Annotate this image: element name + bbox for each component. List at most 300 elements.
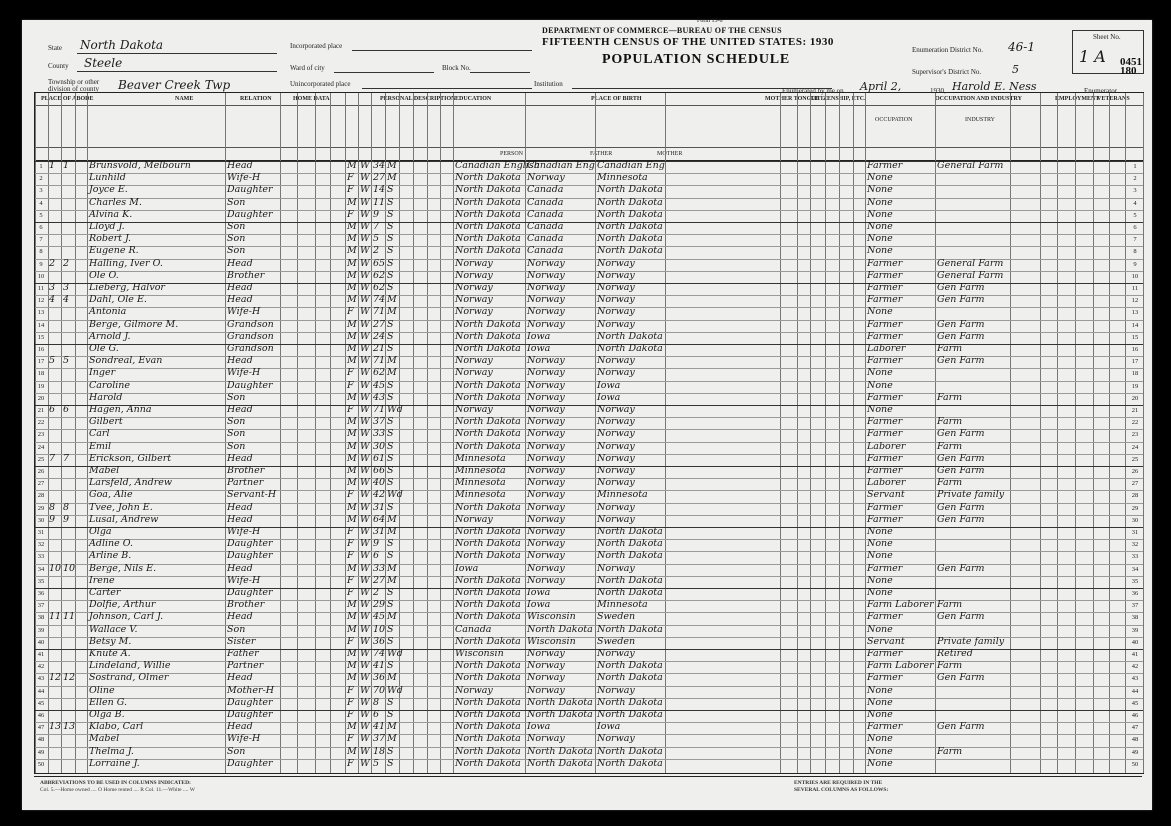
cell-occ: None — [867, 306, 893, 318]
line-number: 4 — [39, 199, 43, 207]
cell-rel: Daughter — [227, 696, 273, 708]
cell-fbp: Norway — [527, 440, 565, 452]
cell-dw: 1 — [49, 160, 56, 171]
cell-name: Wallace V. — [89, 623, 138, 635]
cell-occ: Farmer — [867, 391, 903, 403]
column-rule — [297, 93, 298, 773]
cell-mbp: North Dakota — [597, 184, 663, 196]
cell-sex: F — [347, 733, 354, 745]
cell-occ: None — [867, 404, 893, 415]
cell-name: Lieberg, Halvor — [89, 282, 165, 293]
cell-mbp: Norway — [597, 440, 635, 452]
cell-fam: 10 — [63, 562, 76, 574]
cell-dw: 4 — [49, 294, 56, 306]
line-number: 26 — [1131, 468, 1139, 475]
cell-name: Erickson, Gilbert — [89, 452, 172, 464]
line-number: 27 — [37, 480, 45, 488]
cell-ms: S — [387, 440, 394, 452]
cell-fbp: Iowa — [527, 599, 551, 611]
cell-sex: M — [347, 672, 357, 684]
cell-ms: S — [387, 416, 394, 428]
cell-ms: M — [387, 306, 397, 318]
cell-ms: S — [387, 282, 394, 293]
cell-dw: 9 — [49, 513, 56, 525]
cell-age: 7 — [373, 221, 380, 232]
line-number: 20 — [37, 394, 45, 402]
cell-ms: Wd — [387, 684, 403, 696]
cell-fam: 9 — [63, 513, 70, 525]
line-number: 19 — [1131, 382, 1139, 390]
cell-name: Lloyd J. — [89, 221, 125, 232]
cell-ms: S — [387, 745, 394, 757]
cell-race: W — [360, 623, 370, 635]
cell-dw: 12 — [49, 672, 62, 684]
cell-mbp: North Dakota — [597, 696, 663, 708]
cell-sex: M — [347, 196, 357, 208]
cell-occ: Farmer — [867, 465, 903, 476]
cell-rel: Daughter — [227, 550, 273, 562]
cell-occ: Laborer — [867, 477, 906, 489]
cell-fbp: Norway — [527, 538, 565, 550]
cell-occ: Farmer — [867, 416, 903, 428]
cell-rel: Daughter — [227, 379, 273, 391]
cell-bp: Norway — [455, 355, 493, 367]
cell-bp: North Dakota — [455, 587, 521, 598]
cell-ms: M — [387, 574, 397, 586]
cell-ind: Gen Farm — [937, 465, 985, 476]
column-rule — [1075, 93, 1076, 773]
cell-race: W — [360, 404, 370, 415]
cell-mbp: North Dakota — [597, 550, 663, 562]
line-number: 31 — [1131, 529, 1139, 536]
cell-sex: M — [347, 477, 357, 489]
cell-name: Carl — [89, 428, 110, 440]
line-number: 17 — [1131, 358, 1139, 366]
column-rule — [330, 93, 331, 773]
cell-sex: F — [347, 526, 354, 537]
line-number: 28 — [1131, 492, 1139, 500]
cell-sex: M — [347, 160, 357, 171]
cell-bp: North Dakota — [455, 221, 521, 232]
cell-bp: North Dakota — [455, 343, 521, 354]
cell-ms: S — [387, 318, 394, 330]
cell-sex: F — [347, 635, 354, 647]
cell-ms: M — [387, 721, 397, 733]
cell-bp: North Dakota — [455, 245, 521, 257]
cell-sex: F — [347, 684, 354, 696]
cell-race: W — [360, 343, 370, 354]
line-number: 8 — [39, 248, 43, 256]
column-rule — [525, 93, 526, 773]
column-rule — [810, 93, 811, 773]
cell-sex: M — [347, 245, 357, 257]
line-number: 39 — [37, 626, 45, 634]
sheet-no-label: Sheet No. — [1093, 33, 1121, 41]
cell-rel: Partner — [227, 477, 264, 489]
cell-sex: F — [347, 489, 354, 501]
cell-mbp: North Dakota — [597, 672, 663, 684]
cell-occ: Farmer — [867, 355, 903, 367]
column-rule — [797, 93, 798, 773]
mother-tongue-head: MOTHER TONGUE — [765, 96, 820, 102]
column-rule — [371, 93, 372, 773]
cell-bp: Canadian English — [455, 160, 540, 171]
line-number: 2 — [39, 175, 43, 183]
cell-race: W — [360, 526, 370, 537]
line-number: 32 — [37, 541, 45, 549]
cell-bp: North Dakota — [455, 440, 521, 452]
line-number: 34 — [1131, 565, 1139, 573]
column-rule — [839, 93, 840, 773]
line-number: 3 — [39, 187, 43, 195]
cell-mbp: Norway — [597, 306, 635, 318]
ward-label: Ward of city — [290, 64, 325, 72]
county-value: Steele — [84, 56, 123, 70]
cell-name: Olga B. — [89, 709, 125, 720]
cell-fbp: Norway — [527, 269, 565, 281]
cell-age: 65 — [373, 257, 386, 269]
cell-name: Oline — [89, 684, 115, 696]
cell-sex: F — [347, 757, 354, 769]
cell-occ: Farmer — [867, 562, 903, 574]
cell-name: Arline B. — [89, 550, 132, 562]
cell-mbp: North Dakota — [597, 196, 663, 208]
column-rule — [87, 93, 88, 773]
enumeration-district-value: 46-1 — [1008, 40, 1035, 54]
cell-ms: M — [387, 160, 397, 171]
cell-age: 62 — [373, 269, 386, 281]
cell-ms: M — [387, 367, 397, 379]
cell-name: Adline O. — [89, 538, 134, 550]
census-title: FIFTEENTH CENSUS OF THE UNITED STATES: 1930 — [542, 36, 834, 48]
cell-bp: North Dakota — [455, 745, 521, 757]
line-number: 26 — [37, 468, 45, 475]
cell-race: W — [360, 391, 370, 403]
cell-rel: Wife-H — [227, 306, 261, 318]
cell-rel: Daughter — [227, 587, 273, 598]
line-number: 45 — [37, 699, 45, 707]
cell-bp: Minnesota — [455, 452, 506, 464]
cell-ind: Gen Farm — [937, 294, 985, 306]
cell-ms: S — [387, 709, 394, 720]
incorporated-label: Incorporated place — [290, 42, 343, 50]
line-number: 44 — [1131, 687, 1139, 695]
cell-name: Robert J. — [89, 233, 132, 245]
cell-dw: 6 — [49, 404, 56, 415]
cell-ms: S — [387, 452, 394, 464]
column-rule — [595, 93, 596, 773]
cell-bp: North Dakota — [455, 696, 521, 708]
cell-ind: Private family — [937, 635, 1005, 647]
cell-occ: None — [867, 757, 893, 769]
cell-name: Arnold J. — [89, 330, 131, 342]
cell-rel: Head — [227, 257, 253, 269]
column-rule — [1125, 93, 1126, 773]
cell-mbp: Norway — [597, 416, 635, 428]
cell-occ: None — [867, 684, 893, 696]
line-number: 36 — [1131, 590, 1139, 597]
cell-occ: None — [867, 538, 893, 550]
line-number: 37 — [1131, 602, 1139, 610]
cell-fbp: Norway — [527, 648, 565, 659]
cell-sex: F — [347, 587, 354, 598]
cell-fam: 11 — [63, 611, 76, 623]
cell-sex: M — [347, 355, 357, 367]
cell-race: W — [360, 367, 370, 379]
cell-name: Knute A. — [89, 648, 131, 659]
cell-age: 43 — [373, 391, 386, 403]
cell-rel: Head — [227, 611, 253, 623]
cell-age: 21 — [373, 343, 386, 354]
cell-name: Mabel — [89, 465, 120, 476]
cell-bp: Norway — [455, 367, 493, 379]
cell-race: W — [360, 648, 370, 659]
cell-bp: North Dakota — [455, 757, 521, 769]
cell-mbp: Minnesota — [597, 489, 648, 501]
cell-fbp: Norway — [527, 526, 565, 537]
cell-bp: North Dakota — [455, 709, 521, 720]
cell-rel: Son — [227, 623, 246, 635]
cell-bp: Norway — [455, 404, 493, 415]
cell-fbp: North Dakota — [527, 696, 593, 708]
cell-rel: Wife-H — [227, 367, 261, 379]
cell-age: 27 — [373, 318, 386, 330]
cell-ms: S — [387, 330, 394, 342]
entries-title-2: SEVERAL COLUMNS AS FOLLOWS: — [794, 787, 889, 793]
cell-occ: Farmer — [867, 282, 903, 293]
line-number: 47 — [37, 724, 45, 732]
cell-ind: Farm — [937, 745, 963, 757]
cell-mbp: Norway — [597, 428, 635, 440]
cell-name: Charles M. — [89, 196, 142, 208]
column-rule — [853, 93, 854, 773]
cell-occ: Farmer — [867, 501, 903, 513]
cell-sex: M — [347, 611, 357, 623]
cell-fbp: Norway — [527, 172, 565, 184]
cell-rel: Head — [227, 452, 253, 464]
line-number: 35 — [37, 577, 45, 585]
line-number: 18 — [37, 370, 45, 378]
cell-occ: None — [867, 233, 893, 245]
cell-fbp: Norway — [527, 733, 565, 745]
line-number: 9 — [39, 260, 43, 268]
cell-rel: Head — [227, 282, 253, 293]
abbrev-note: Col. 5.—Home owned .... O Home rented .... R Col. 11.—White .... W — [40, 787, 195, 793]
cell-sex: M — [347, 294, 357, 306]
cell-sex: M — [347, 721, 357, 733]
father-subhead: FATHER — [590, 151, 613, 157]
cell-occ: Farm Laborer — [867, 660, 934, 672]
cell-mbp: North Dakota — [597, 245, 663, 257]
cell-age: 5 — [373, 233, 380, 245]
cell-bp: North Dakota — [455, 428, 521, 440]
cell-ind: Farm — [937, 599, 963, 611]
cell-rel: Wife-H — [227, 526, 261, 537]
cell-age: 2 — [373, 587, 380, 598]
cell-fbp: Canadian Eng — [527, 160, 595, 171]
cell-name: Harold — [89, 391, 123, 403]
cell-fam: 3 — [63, 282, 70, 293]
cell-rel: Grandson — [227, 318, 274, 330]
line-number: 35 — [1131, 577, 1139, 585]
cell-name: Lindeland, Willie — [89, 660, 171, 672]
column-rule — [48, 93, 49, 773]
cell-age: 71 — [373, 404, 386, 415]
cell-name: Sostrand, Olmer — [89, 672, 169, 684]
cell-race: W — [360, 221, 370, 232]
cell-age: 27 — [373, 574, 386, 586]
cell-occ: None — [867, 574, 893, 586]
cell-fbp: Norway — [527, 367, 565, 379]
cell-occ: Laborer — [867, 440, 906, 452]
cell-fam: 8 — [63, 501, 70, 513]
enumerator-name: Harold E. Ness — [952, 80, 1037, 93]
cell-name: Gilbert — [89, 416, 123, 428]
cell-occ: None — [867, 709, 893, 720]
line-number: 30 — [37, 516, 45, 524]
line-number: 25 — [1131, 455, 1139, 463]
cell-rel: Servant-H — [227, 489, 277, 501]
form-number: Form 15-6 — [697, 18, 723, 24]
cell-name: Ole O. — [89, 269, 119, 281]
cell-mbp: Norway — [597, 501, 635, 513]
line-number: 48 — [1131, 736, 1139, 744]
cell-ind: Farm — [937, 343, 963, 354]
line-number: 22 — [37, 419, 45, 427]
line-number: 17 — [37, 358, 45, 366]
cell-age: 40 — [373, 477, 386, 489]
cell-ind: Farm — [937, 416, 963, 428]
cell-name: Berge, Nils E. — [89, 562, 157, 574]
cell-race: W — [360, 269, 370, 281]
cell-race: W — [360, 672, 370, 684]
line-number: 16 — [37, 346, 45, 353]
cell-occ: Farmer — [867, 513, 903, 525]
cell-dw: 8 — [49, 501, 56, 513]
cell-age: 6 — [373, 550, 380, 562]
cell-race: W — [360, 184, 370, 196]
enumerated-date: April 2, — [860, 80, 902, 93]
column-rule — [61, 93, 62, 773]
cell-mbp: North Dakota — [597, 709, 663, 720]
line-number: 10 — [1131, 272, 1139, 280]
column-rule — [75, 93, 76, 773]
column-rule — [385, 93, 386, 773]
cell-race: W — [360, 318, 370, 330]
cell-mbp: North Dakota — [597, 330, 663, 342]
cell-ms: Wd — [387, 404, 403, 415]
relation-head: RELATION — [240, 96, 272, 102]
cell-bp: Minnesota — [455, 465, 506, 476]
cell-fbp: Wisconsin — [527, 611, 576, 623]
line-number: 4 — [1133, 199, 1137, 207]
line-number: 8 — [1133, 248, 1137, 256]
cell-mbp: Norway — [597, 465, 635, 476]
cell-name: Halling, Iver O. — [89, 257, 163, 269]
cell-name: Inger — [89, 367, 116, 379]
person-subhead: PERSON — [500, 151, 524, 157]
cell-rel: Head — [227, 672, 253, 684]
line-number: 34 — [37, 565, 45, 573]
cell-occ: None — [867, 526, 893, 537]
cell-occ: None — [867, 379, 893, 391]
cell-name: Joyce E. — [89, 184, 128, 196]
cell-race: W — [360, 696, 370, 708]
cell-ms: S — [387, 208, 394, 220]
cell-ms: S — [387, 233, 394, 245]
cell-name: Dolfie, Arthur — [89, 599, 156, 611]
cell-occ: None — [867, 587, 893, 598]
line-number: 46 — [37, 712, 45, 719]
cell-race: W — [360, 611, 370, 623]
cell-bp: Canada — [455, 623, 492, 635]
line-number: 37 — [37, 602, 45, 610]
enumerated-year: 1930, — [930, 87, 946, 95]
cell-rel: Wife-H — [227, 172, 261, 184]
cell-ms: S — [387, 623, 394, 635]
township-label: Township or other — [48, 78, 100, 86]
cell-age: 24 — [373, 330, 386, 342]
cell-occ: Farmer — [867, 648, 903, 659]
cell-name: Olga — [89, 526, 112, 537]
cell-mbp: Norway — [597, 318, 635, 330]
cell-mbp: Norway — [597, 294, 635, 306]
line-number: 25 — [37, 455, 45, 463]
line-number: 50 — [1131, 760, 1139, 768]
cell-bp: Norway — [455, 306, 493, 318]
cell-fbp: Canada — [527, 233, 564, 245]
cell-sex: M — [347, 513, 357, 525]
cell-fbp: Norway — [527, 404, 565, 415]
cell-sex: M — [347, 282, 357, 293]
cell-race: W — [360, 721, 370, 733]
cell-rel: Son — [227, 745, 246, 757]
occupation-subhead: OCCUPATION — [875, 117, 913, 123]
cell-bp: Wisconsin — [455, 648, 504, 659]
cell-fam: 12 — [63, 672, 76, 684]
line-number: 43 — [1131, 675, 1139, 683]
cell-ind: Farm — [937, 660, 963, 672]
cell-mbp: Norway — [597, 513, 635, 525]
cell-rel: Head — [227, 355, 253, 367]
cell-rel: Son — [227, 428, 246, 440]
sheet-no-value: 1 A — [1079, 47, 1106, 66]
cell-race: W — [360, 160, 370, 171]
cell-rel: Head — [227, 562, 253, 574]
cell-race: W — [360, 599, 370, 611]
column-rule — [453, 93, 454, 773]
cell-race: W — [360, 757, 370, 769]
cell-name: Mabel — [89, 733, 120, 745]
line-number: 27 — [1131, 480, 1139, 488]
schedule-title: POPULATION SCHEDULE — [602, 52, 791, 67]
cell-rel: Son — [227, 233, 246, 245]
cell-sex: F — [347, 696, 354, 708]
cell-mbp: Norway — [597, 733, 635, 745]
cell-sex: M — [347, 318, 357, 330]
cell-rel: Head — [227, 404, 253, 415]
cell-mbp: North Dakota — [597, 221, 663, 232]
cell-occ: None — [867, 733, 893, 745]
cell-name: Lusal, Andrew — [89, 513, 159, 525]
cell-sex: F — [347, 367, 354, 379]
cell-ind: Gen Farm — [937, 672, 985, 684]
cell-rel: Head — [227, 721, 253, 733]
cell-ms: M — [387, 672, 397, 684]
cell-occ: None — [867, 196, 893, 208]
cell-race: W — [360, 355, 370, 367]
column-rule — [1010, 93, 1011, 773]
